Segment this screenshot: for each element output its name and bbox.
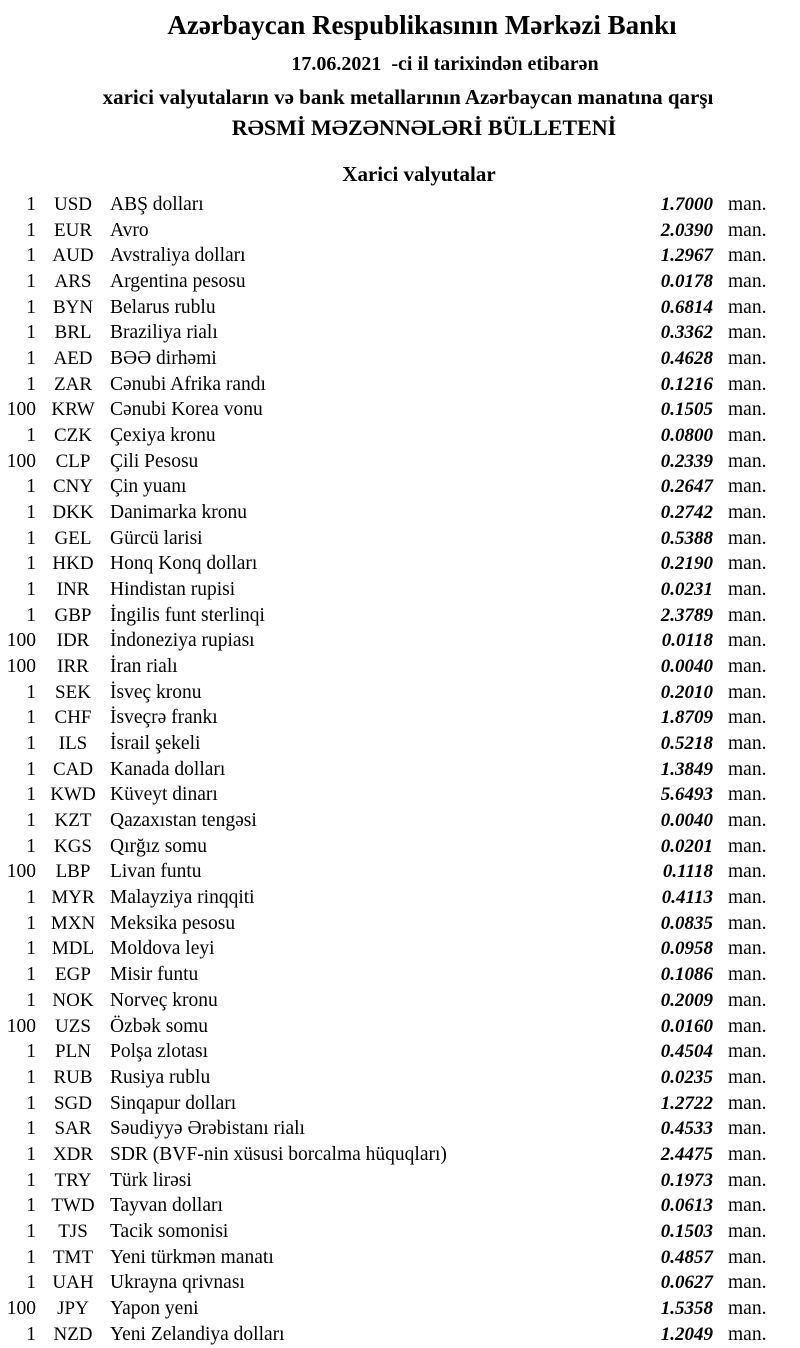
code-cell: UAH	[52, 1272, 94, 1294]
qty-cell: 1	[26, 1143, 36, 1165]
table-row	[0, 859, 800, 885]
name-cell: Yeni Zelandiya dolları	[110, 1323, 285, 1345]
table-row	[0, 295, 800, 321]
name-cell: İndoneziya rupiası	[110, 630, 255, 652]
rate-cell: 5.6493	[660, 784, 713, 806]
table-row	[0, 1270, 800, 1296]
unit-cell: man.	[728, 373, 767, 395]
qty-cell: 1	[26, 784, 36, 806]
rate-cell: 0.2009	[660, 989, 713, 1011]
unit-cell: man.	[728, 707, 767, 729]
rate-cell: 0.0835	[660, 912, 713, 934]
code-cell: IDR	[56, 630, 90, 652]
unit-cell: man.	[728, 399, 767, 421]
rate-cell: 0.0118	[661, 630, 713, 652]
name-cell: Tayvan dolları	[110, 1195, 223, 1217]
qty-cell: 1	[26, 707, 36, 729]
code-cell: JPY	[57, 1297, 89, 1319]
qty-cell: 1	[26, 271, 36, 293]
unit-cell: man.	[728, 1323, 767, 1345]
unit-cell: man.	[728, 604, 767, 626]
unit-cell: man.	[728, 656, 767, 678]
table-row	[0, 731, 800, 757]
rate-cell: 0.2339	[660, 450, 713, 472]
unit-cell: man.	[728, 758, 767, 780]
name-cell: Səudiyyə Ərəbistanı rialı	[110, 1118, 305, 1140]
unit-cell: man.	[728, 194, 767, 215]
unit-cell: man.	[728, 245, 767, 267]
code-cell: MYR	[51, 887, 95, 909]
code-cell: KWD	[50, 784, 96, 806]
table-row	[0, 834, 800, 860]
unit-cell: man.	[728, 1297, 767, 1319]
qty-cell: 1	[26, 1092, 36, 1114]
qty-cell: 100	[6, 630, 36, 652]
qty-cell: 1	[26, 1246, 36, 1268]
unit-cell: man.	[728, 527, 767, 549]
unit-cell: man.	[728, 296, 767, 318]
unit-cell: man.	[728, 348, 767, 370]
qty-cell: 1	[26, 1118, 36, 1140]
rate-cell: 2.4475	[660, 1143, 713, 1165]
rate-cell: 0.0613	[660, 1195, 713, 1217]
qty-cell: 1	[26, 245, 36, 267]
code-cell: NZD	[53, 1323, 93, 1345]
code-cell: ILS	[58, 733, 88, 755]
code-cell: TWD	[51, 1195, 95, 1217]
qty-cell: 1	[26, 758, 36, 780]
qty-cell: 1	[26, 1195, 36, 1217]
unit-cell: man.	[728, 681, 767, 703]
table-row	[0, 1091, 800, 1117]
code-cell: CHF	[54, 707, 92, 729]
unit-cell: man.	[728, 1066, 767, 1088]
table-row	[0, 346, 800, 372]
unit-cell: man.	[728, 989, 767, 1011]
code-cell: CNY	[52, 476, 94, 498]
rate-cell: 1.2722	[660, 1092, 713, 1114]
rate-cell: 0.0958	[660, 938, 713, 960]
qty-cell: 1	[26, 502, 36, 524]
table-row	[0, 577, 800, 603]
code-cell: AED	[53, 348, 93, 370]
name-cell: Türk lirəsi	[110, 1169, 192, 1191]
table-row	[0, 757, 800, 783]
code-cell: KRW	[51, 399, 95, 421]
table-row	[0, 1193, 800, 1219]
qty-cell: 100	[6, 861, 36, 883]
rate-cell: 0.0160	[660, 1015, 713, 1037]
qty-cell: 100	[6, 1297, 36, 1319]
table-row	[0, 911, 800, 937]
rate-cell: 0.4628	[660, 348, 713, 370]
code-cell: TJS	[58, 1220, 88, 1242]
unit-cell: man.	[728, 784, 767, 806]
code-cell: EUR	[54, 219, 92, 241]
unit-cell: man.	[728, 1220, 767, 1242]
name-cell: İran rialı	[110, 656, 178, 678]
name-cell: Argentina pesosu	[110, 271, 246, 293]
qty-cell: 1	[26, 1169, 36, 1191]
name-cell: BƏƏ dirhəmi	[110, 348, 217, 370]
table-row	[0, 962, 800, 988]
unit-cell: man.	[728, 810, 767, 832]
name-cell: Avstraliya dolları	[110, 245, 246, 267]
table-row	[0, 192, 800, 218]
name-cell: İngilis funt sterlinqi	[110, 604, 265, 626]
unit-cell: man.	[728, 938, 767, 960]
unit-cell: man.	[728, 1169, 767, 1191]
qty-cell: 1	[26, 322, 36, 344]
name-cell: Ukrayna qrivnası	[110, 1272, 245, 1294]
qty-cell: 100	[6, 450, 36, 472]
name-cell: Norveç kronu	[110, 989, 218, 1011]
rate-cell: 0.0800	[660, 425, 713, 447]
rate-cell: 0.1086	[660, 964, 713, 986]
qty-cell: 1	[26, 810, 36, 832]
rate-cell: 0.0627	[660, 1272, 713, 1294]
code-cell: SAR	[54, 1118, 92, 1140]
rate-cell: 0.1973	[660, 1169, 713, 1191]
unit-cell: man.	[728, 1015, 767, 1037]
table-row	[0, 1039, 800, 1065]
qty-cell: 1	[26, 553, 36, 575]
unit-cell: man.	[728, 630, 767, 652]
qty-cell: 1	[26, 476, 36, 498]
rate-cell: 0.1503	[660, 1220, 713, 1242]
rate-cell: 1.3849	[660, 758, 713, 780]
code-cell: GEL	[54, 527, 92, 549]
qty-cell: 1	[26, 373, 36, 395]
name-cell: Yapon yeni	[110, 1297, 199, 1319]
qty-cell: 1	[26, 1066, 36, 1088]
rate-cell: 0.2742	[660, 502, 713, 524]
name-cell: Çili Pesosu	[110, 450, 199, 472]
rate-cell: 1.2967	[660, 245, 713, 267]
unit-cell: man.	[728, 553, 767, 575]
unit-cell: man.	[728, 1143, 767, 1165]
name-cell: SDR (BVF-nin xüsusi borcalma hüquqları)	[110, 1143, 447, 1165]
rate-cell: 0.2010	[660, 681, 713, 703]
unit-cell: man.	[728, 1195, 767, 1217]
rate-cell: 0.0201	[660, 835, 713, 857]
unit-cell: man.	[728, 322, 767, 344]
table-row	[0, 1219, 800, 1245]
rate-cell: 0.0235	[660, 1066, 713, 1088]
rate-cell: 0.6814	[660, 296, 713, 318]
code-cell: ZAR	[54, 373, 92, 395]
rate-cell: 0.2190	[660, 553, 713, 575]
name-cell: Cənubi Korea vonu	[110, 399, 263, 421]
qty-cell: 1	[26, 604, 36, 626]
rate-cell: 2.0390	[660, 219, 713, 241]
rate-cell: 0.0040	[660, 810, 713, 832]
name-cell: Qırğız somu	[110, 835, 207, 857]
name-cell: Tacik somonisi	[110, 1220, 229, 1242]
code-cell: SGD	[53, 1092, 92, 1114]
table-row	[0, 397, 800, 423]
name-cell: Belarus rublu	[110, 296, 216, 318]
table-row	[0, 1245, 800, 1271]
table-row	[0, 551, 800, 577]
code-cell: KGS	[53, 835, 92, 857]
name-cell: Küveyt dinarı	[110, 784, 218, 806]
qty-cell: 1	[26, 348, 36, 370]
qty-cell: 1	[26, 527, 36, 549]
qty-cell: 1	[26, 912, 36, 934]
rate-cell: 0.1216	[660, 373, 713, 395]
name-cell: Qazaxıstan tengəsi	[110, 810, 257, 832]
qty-cell: 1	[26, 194, 36, 215]
name-cell: Özbək somu	[110, 1015, 209, 1037]
subtitle-line: xarici valyutaların və bank metallarının Azərbaycan manatına qarşı	[102, 85, 714, 109]
qty-cell: 1	[26, 425, 36, 447]
name-cell: ABŞ dolları	[110, 194, 204, 215]
rate-cell: 0.4504	[660, 1041, 713, 1063]
name-cell: Livan funtu	[110, 861, 202, 883]
unit-cell: man.	[728, 271, 767, 293]
rate-cell: 0.0040	[660, 656, 713, 678]
code-cell: MDL	[51, 938, 95, 960]
code-cell: PLN	[55, 1041, 91, 1063]
code-cell: IRR	[57, 656, 89, 678]
qty-cell: 1	[26, 964, 36, 986]
name-cell: Gürcü larisi	[110, 527, 203, 549]
qty-cell: 1	[26, 938, 36, 960]
rate-cell: 0.3362	[660, 322, 713, 344]
table-row	[0, 808, 800, 834]
table-row	[0, 782, 800, 808]
name-cell: Çexiya kronu	[110, 425, 216, 447]
table-row	[0, 320, 800, 346]
table-row	[0, 1014, 800, 1040]
name-cell: Cənubi Afrika randı	[110, 373, 266, 395]
effective-date-line: 17.06.2021 -ci il tarixindən etibarən	[291, 53, 599, 75]
table-row	[0, 705, 800, 731]
code-cell: KZT	[54, 810, 92, 832]
name-cell: Rusiya rublu	[110, 1066, 211, 1088]
code-cell: CAD	[52, 758, 94, 780]
table-row	[0, 526, 800, 552]
name-cell: Hindistan rupisi	[110, 579, 236, 601]
name-cell: Kanada dolları	[110, 758, 226, 780]
table-row	[0, 628, 800, 654]
unit-cell: man.	[728, 1118, 767, 1140]
rate-cell: 0.2647	[660, 476, 713, 498]
name-cell: Meksika pesosu	[110, 912, 236, 934]
qty-cell: 1	[26, 219, 36, 241]
qty-cell: 1	[26, 1272, 36, 1294]
table-row	[0, 680, 800, 706]
name-cell: Malayziya rinqqiti	[110, 887, 255, 909]
code-cell: XDR	[52, 1143, 94, 1165]
rate-cell: 2.3789	[660, 604, 713, 626]
unit-cell: man.	[728, 861, 767, 883]
unit-cell: man.	[728, 1246, 767, 1268]
code-cell: RUB	[53, 1066, 93, 1088]
unit-cell: man.	[728, 1092, 767, 1114]
unit-cell: man.	[728, 219, 767, 241]
qty-cell: 1	[26, 579, 36, 601]
rate-cell: 0.1505	[660, 399, 713, 421]
code-cell: LBP	[55, 861, 91, 883]
table-row	[0, 243, 800, 269]
qty-cell: 1	[26, 835, 36, 857]
table-row	[0, 1065, 800, 1091]
code-cell: EGP	[55, 964, 91, 986]
qty-cell: 1	[26, 296, 36, 318]
table-row	[0, 1296, 800, 1322]
table-row	[0, 988, 800, 1014]
code-cell: HKD	[52, 553, 94, 575]
code-cell: SEK	[55, 681, 91, 703]
code-cell: AUD	[52, 245, 94, 267]
unit-cell: man.	[728, 502, 767, 524]
name-cell: İsveçrə frankı	[110, 707, 218, 729]
name-cell: Polşa zlotası	[110, 1041, 209, 1063]
table-row	[0, 1116, 800, 1142]
rate-cell: 1.8709	[660, 707, 713, 729]
code-cell: USD	[53, 194, 92, 215]
table-row	[0, 603, 800, 629]
name-cell: Yeni türkmən manatı	[110, 1246, 274, 1268]
name-cell: Çin yuanı	[110, 476, 187, 498]
table-row	[0, 1142, 800, 1168]
page-title: Azərbaycan Respublikasının Mərkəzi Bankı	[167, 10, 677, 40]
qty-cell: 1	[26, 681, 36, 703]
currency-rate-table	[0, 192, 800, 1347]
name-cell: İsveç kronu	[110, 681, 202, 703]
unit-cell: man.	[728, 476, 767, 498]
unit-cell: man.	[728, 1272, 767, 1294]
rate-cell: 0.4857	[660, 1246, 713, 1268]
qty-cell: 1	[26, 989, 36, 1011]
table-row	[0, 936, 800, 962]
code-cell: INR	[56, 579, 90, 601]
table-row	[0, 1322, 800, 1348]
unit-cell: man.	[728, 450, 767, 472]
section-title: Xarici valyutalar	[342, 162, 496, 186]
rate-cell: 0.0231	[660, 579, 713, 601]
table-row	[0, 474, 800, 500]
unit-cell: man.	[728, 1041, 767, 1063]
unit-cell: man.	[728, 912, 767, 934]
table-row	[0, 423, 800, 449]
bulletin-title: RƏSMİ MƏZƏNNƏLƏRİ BÜLLETENİ	[231, 115, 617, 140]
table-row	[0, 372, 800, 398]
rate-cell: 0.4533	[660, 1118, 713, 1140]
qty-cell: 1	[26, 733, 36, 755]
code-cell: GBP	[54, 604, 92, 626]
unit-cell: man.	[728, 579, 767, 601]
qty-cell: 100	[6, 1015, 36, 1037]
code-cell: ARS	[54, 271, 92, 293]
unit-cell: man.	[728, 964, 767, 986]
code-cell: BYN	[52, 296, 94, 318]
rate-cell: 1.5358	[660, 1297, 713, 1319]
code-cell: TMT	[52, 1246, 94, 1268]
qty-cell: 100	[6, 399, 36, 421]
rate-cell: 1.7000	[660, 194, 713, 215]
qty-cell: 100	[6, 656, 36, 678]
qty-cell: 1	[26, 1323, 36, 1345]
code-cell: TRY	[54, 1169, 92, 1191]
unit-cell: man.	[728, 733, 767, 755]
code-cell: MXN	[50, 912, 96, 934]
unit-cell: man.	[728, 425, 767, 447]
name-cell: Danimarka kronu	[110, 502, 247, 524]
rate-cell: 0.1118	[662, 861, 713, 883]
code-cell: BRL	[54, 322, 92, 344]
rate-cell: 0.4113	[661, 887, 713, 909]
code-cell: NOK	[52, 989, 94, 1011]
name-cell: Avro	[110, 219, 149, 241]
name-cell: Misir funtu	[110, 964, 199, 986]
rate-cell: 1.2049	[660, 1323, 713, 1345]
table-row	[0, 885, 800, 911]
qty-cell: 1	[26, 887, 36, 909]
name-cell: Honq Konq dolları	[110, 553, 258, 575]
table-row	[0, 500, 800, 526]
name-cell: Braziliya rialı	[110, 322, 218, 344]
code-cell: UZS	[55, 1015, 91, 1037]
code-cell: CZK	[54, 425, 92, 447]
qty-cell: 1	[26, 1041, 36, 1063]
name-cell: Moldova leyi	[110, 938, 215, 960]
code-cell: DKK	[52, 502, 94, 524]
unit-cell: man.	[728, 835, 767, 857]
rate-cell: 0.0178	[660, 271, 713, 293]
code-cell: CLP	[55, 450, 91, 472]
table-row	[0, 449, 800, 475]
qty-cell: 1	[26, 1220, 36, 1242]
rate-cell: 0.5218	[660, 733, 713, 755]
table-row	[0, 1168, 800, 1194]
rate-cell: 0.5388	[660, 527, 713, 549]
name-cell: Sinqapur dolları	[110, 1092, 237, 1114]
table-row	[0, 218, 800, 244]
table-row	[0, 269, 800, 295]
bulletin-header	[0, 9, 800, 187]
unit-cell: man.	[728, 887, 767, 909]
table-row	[0, 654, 800, 680]
name-cell: İsrail şekeli	[110, 733, 201, 755]
